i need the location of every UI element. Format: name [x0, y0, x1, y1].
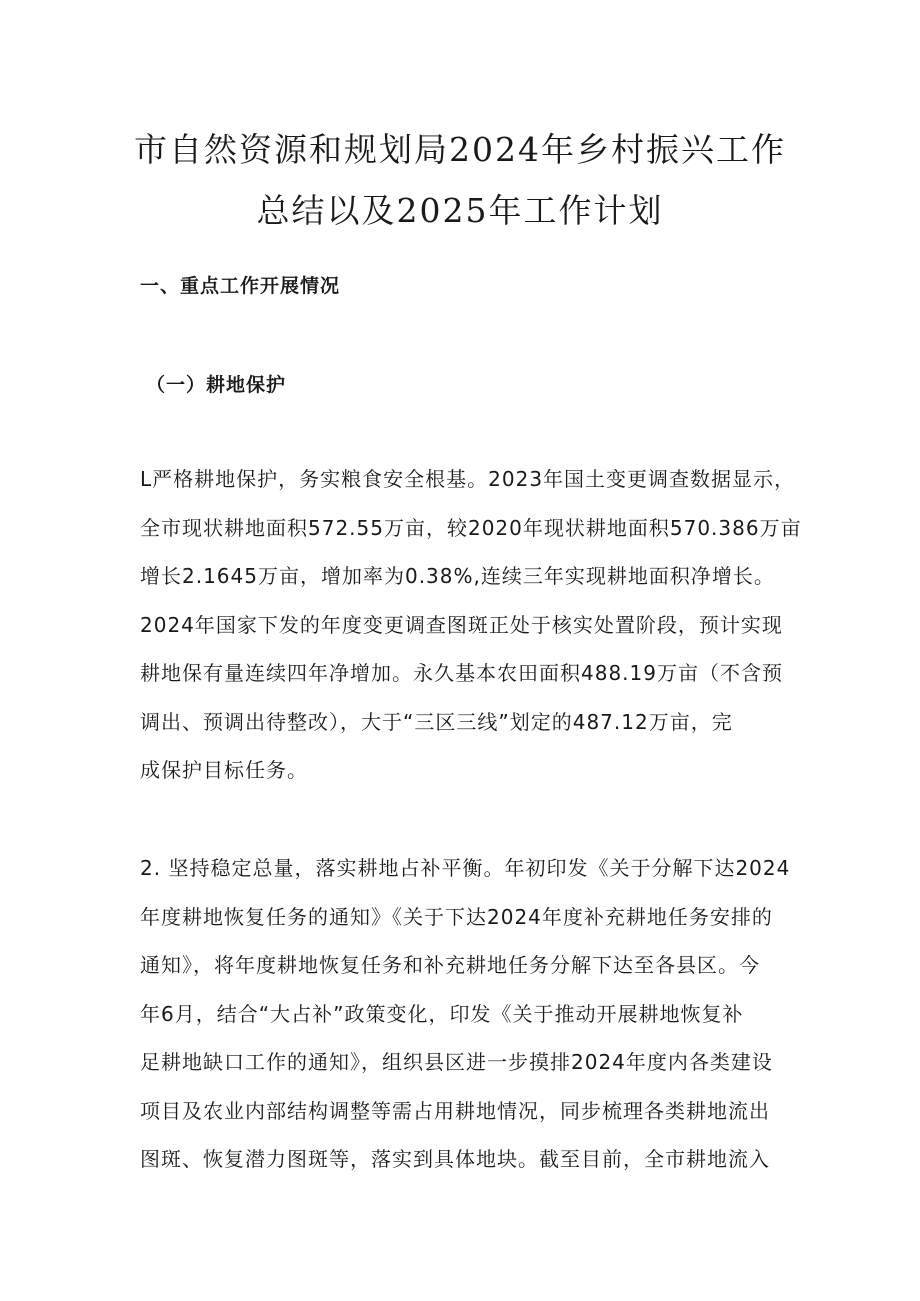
paragraph-2-line: 图斑、恢复潜力图斑等，落实到具体地块。截至目前，全市耕地流入 [140, 1147, 770, 1171]
paragraph-1-line: 调出、预调出待整改），大于“三区三线”划定的487.12万亩，完 [140, 709, 733, 734]
paragraph-1-line: 耕地保有量连续四年净增加。永久基本农田面积488.19万亩（不含预 [140, 661, 783, 685]
document-title-line-2: 总结以及2025年工作计划 [256, 191, 664, 230]
paragraph-2-line: 年度耕地恢复任务的通知》《关于下达2024年度补充耕地任务安排的 [140, 904, 773, 929]
paragraph-1-line: L严格耕地保护，务实粮食安全根基。2023年国土变更调查数据显示， [140, 467, 796, 491]
paragraph-2 [140, 844, 800, 1184]
paragraph-1-line: 增长2.1645万亩，增加率为0.38%,连续三年实现耕地面积净增长。 [140, 564, 775, 588]
section-heading: 一、重点工作开展情况 [140, 275, 341, 297]
paragraph-1-line: 全市现状耕地面积572.55万亩，较2020年现状耕地面积570.386万亩 [140, 515, 802, 540]
paragraph-2-line: 足耕地缺口工作的通知》，组织县区进一步摸排2024年度内各类建设 [140, 1050, 773, 1074]
paragraph-1-line: 2024年国家下发的年度变更调查图斑正处于核实处置阶段，预计实现 [140, 612, 783, 637]
paragraph-2-line: 2. 坚持稳定总量，落实耕地占补平衡。年初印发《关于分解下达2024 [140, 856, 791, 880]
subsection-heading: （一）耕地保护 [146, 374, 287, 396]
document-title-line-1: 市自然资源和规划局2024年乡村振兴工作 [134, 130, 786, 169]
paragraph-2-line: 项目及农业内部结构调整等需占用耕地情况，同步梳理各类耕地流出 [140, 1098, 770, 1123]
paragraph-2-line: 年6月，结合“大占补”政策变化，印发《关于推动开展耕地恢复补 [140, 1001, 744, 1026]
paragraph-2-line: 通知》，将年度耕地恢复任务和补充耕地任务分解下达至各县区。今 [140, 953, 760, 977]
paragraph-1-line: 成保护目标任务。 [140, 758, 308, 782]
paragraph-1 [140, 455, 800, 795]
